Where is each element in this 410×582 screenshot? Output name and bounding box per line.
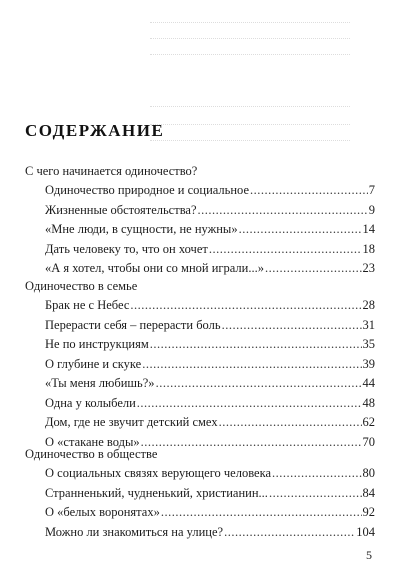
dot-leader [198, 201, 368, 221]
entry-label: О глубине и скуке [45, 356, 142, 371]
entry-label: «А я хотел, чтобы они со мной играли...» [45, 261, 264, 275]
dot-leader [137, 394, 362, 414]
entry-label: О социальных связях верующего человека [45, 466, 272, 480]
toc-entry[interactable] [45, 355, 375, 375]
entry-page: 39 [362, 356, 375, 371]
dot-leader [150, 335, 362, 355]
toc-entry[interactable] [45, 259, 375, 279]
toc-entry[interactable] [45, 335, 375, 355]
toc-section [25, 445, 375, 542]
entry-label: О «белых воронятах» [45, 505, 160, 519]
entry-page: 80 [362, 466, 375, 480]
dot-leader [269, 484, 362, 504]
entry-label: Жизненные обстоятельства? [45, 202, 197, 217]
entry-label: Брак не с Небес [45, 298, 130, 312]
toc-entry[interactable] [45, 316, 375, 336]
dot-leader [222, 316, 362, 336]
toc-entry[interactable] [45, 523, 375, 543]
toc-entry[interactable] [45, 220, 375, 240]
section-title: С чего начинается одиночество? [25, 164, 198, 178]
entry-page: 18 [362, 241, 375, 256]
bleed-through-line [150, 124, 350, 125]
dot-leader [130, 296, 361, 316]
toc-entry[interactable] [45, 484, 375, 504]
entry-page: 7 [368, 183, 375, 197]
entry-page: 84 [362, 485, 375, 500]
entry-label: «Ты меня любишь?» [45, 376, 155, 390]
section-title: Одиночество в обществе [25, 447, 158, 461]
entry-label: Дать человеку то, что он хочет [45, 241, 208, 256]
toc-title: СОДЕРЖАНИЕ [25, 121, 165, 140]
entry-page: 31 [362, 317, 375, 332]
dot-leader [161, 503, 362, 523]
toc-entry[interactable] [45, 201, 375, 221]
entry-page: 28 [362, 298, 375, 312]
bleed-through-line [150, 22, 350, 23]
bleed-through-line [150, 140, 350, 141]
toc-entry[interactable] [45, 503, 375, 523]
dot-leader [209, 240, 362, 260]
toc-entry[interactable] [45, 394, 375, 414]
dot-leader [250, 181, 368, 201]
page-number: 5 [366, 548, 372, 562]
dot-leader [219, 413, 362, 433]
toc-entry[interactable] [45, 240, 375, 260]
entry-page: 70 [362, 434, 375, 449]
entry-label: Одиночество природное и социальное [45, 183, 249, 197]
dot-leader [239, 220, 362, 240]
entry-label: Дом, где не звучит детский смех [45, 415, 218, 429]
dot-leader [272, 464, 361, 484]
dot-leader [265, 259, 362, 279]
toc-entry[interactable] [45, 374, 375, 394]
entry-page: 92 [362, 505, 375, 519]
toc-entry[interactable] [45, 181, 375, 201]
toc-entry[interactable] [45, 296, 375, 316]
dot-leader [224, 523, 355, 543]
entry-label: Не по инструкциям [45, 337, 149, 351]
entry-page: 48 [362, 395, 375, 410]
bleed-through-line [150, 38, 350, 39]
entry-page: 35 [362, 337, 375, 351]
entry-label: Перерасти себя – перерасти боль [45, 317, 221, 332]
entry-label: «Мне люди, в сущности, не нужны» [45, 222, 238, 236]
entry-label: Одна у колыбели [45, 395, 136, 410]
toc-section [25, 162, 375, 279]
entry-page: 104 [356, 524, 375, 539]
entry-page: 44 [362, 376, 375, 390]
entry-label: Можно ли знакомиться на улице? [45, 524, 224, 539]
toc-entry[interactable] [45, 413, 375, 433]
entry-page: 23 [362, 261, 375, 275]
toc-entry[interactable] [45, 464, 375, 484]
dot-leader [156, 374, 362, 394]
entry-page: 9 [368, 202, 375, 217]
dot-leader [142, 355, 361, 375]
section-title: Одиночество в семье [25, 279, 138, 293]
bleed-through-line [150, 54, 350, 55]
entry-page: 62 [362, 415, 375, 429]
entry-page: 14 [362, 222, 375, 236]
entry-label: Странненький, чудненький, христианин... [45, 485, 268, 500]
bleed-through-line [150, 106, 350, 107]
entry-label: О «стакане воды» [45, 434, 140, 449]
toc-section [25, 277, 375, 452]
